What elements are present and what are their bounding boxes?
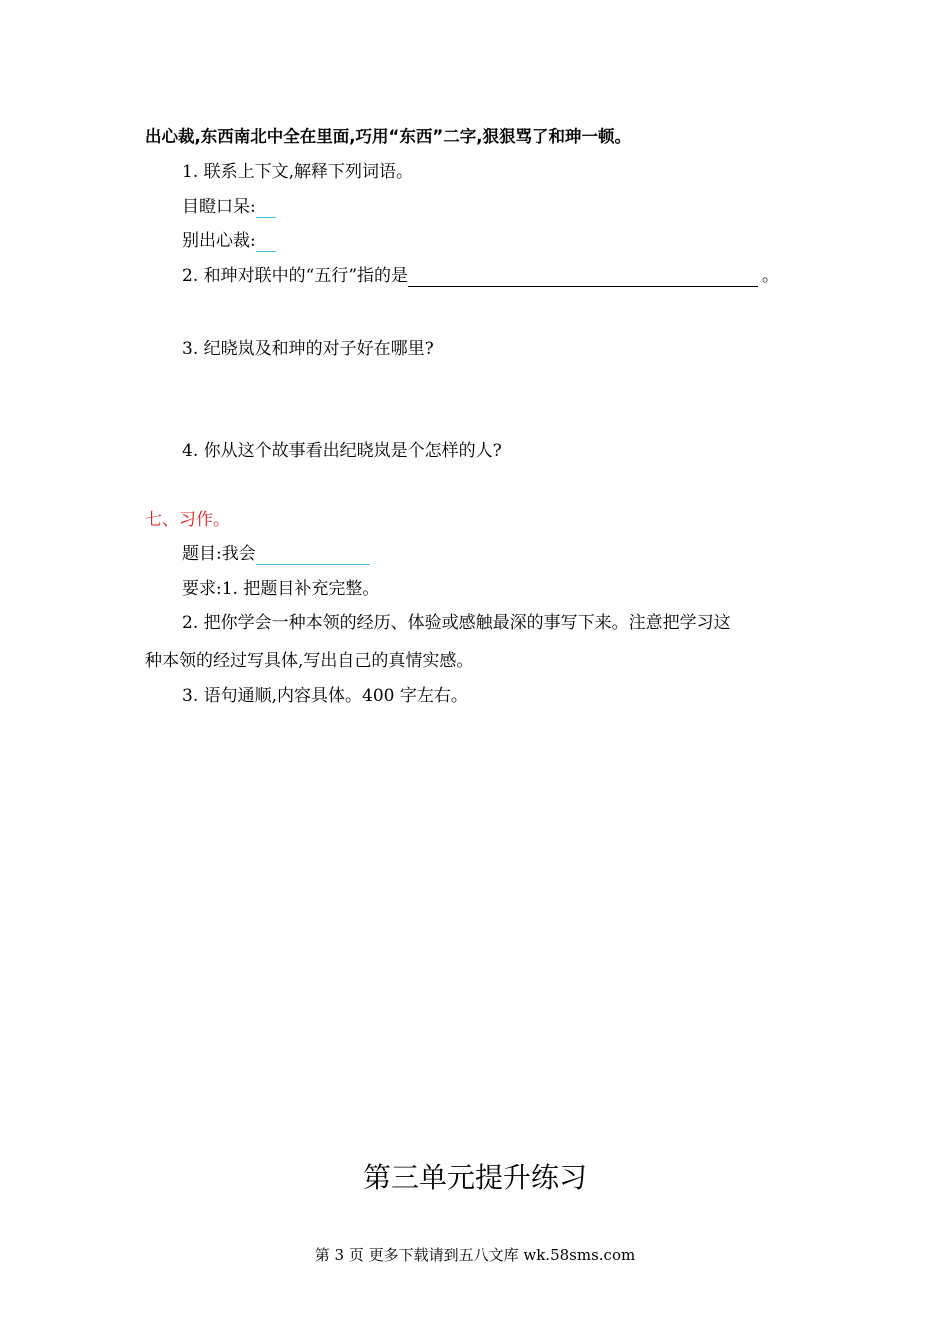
composition-requirement-2-line-1: 2. 把你学会一种本领的经历、体验或感触最深的事写下来。注意把学习这 (182, 613, 731, 633)
question-2-suffix: 。 (762, 266, 780, 286)
question-2-answer-blank[interactable] (408, 268, 758, 287)
composition-topic (182, 543, 370, 565)
question-2-prefix: 2. 和珅对联中的“五行”指的是 (182, 266, 409, 286)
question-1-term-1 (182, 196, 276, 218)
term-1-label: 目瞪口呆: (182, 197, 256, 217)
section-7-heading: 七、习作。 (145, 510, 230, 530)
page-footer: 第 3 页 更多下载请到五八文库 wk.58sms.com (314, 1246, 636, 1264)
unit-title: 第三单元提升练习 (362, 1161, 587, 1194)
term-2-answer-blank[interactable] (256, 233, 276, 252)
question-1-label: 1. 联系上下文,解释下列词语。 (182, 162, 414, 182)
question-4: 4. 你从这个故事看出纪晓岚是个怎样的人? (182, 441, 502, 461)
passage-end-text: 出心裁,东西南北中全在里面,巧用“东西”二字,狠狠骂了和珅一顿。 (145, 127, 631, 146)
term-1-answer-blank[interactable] (256, 199, 276, 218)
composition-requirement-3: 3. 语句通顺,内容具体。400 字左右。 (182, 686, 468, 706)
question-2 (182, 265, 779, 287)
composition-requirement-2-line-2: 种本领的经过写具体,写出自己的真情实感。 (145, 651, 474, 671)
composition-requirement-1: 要求:1. 把题目补充完整。 (182, 579, 380, 599)
question-1-term-2 (182, 230, 276, 252)
composition-topic-prefix: 题目:我会 (182, 544, 256, 564)
composition-topic-blank[interactable] (256, 546, 370, 565)
question-3: 3. 纪晓岚及和珅的对子好在哪里? (182, 339, 434, 359)
term-2-label: 别出心裁: (182, 231, 256, 251)
